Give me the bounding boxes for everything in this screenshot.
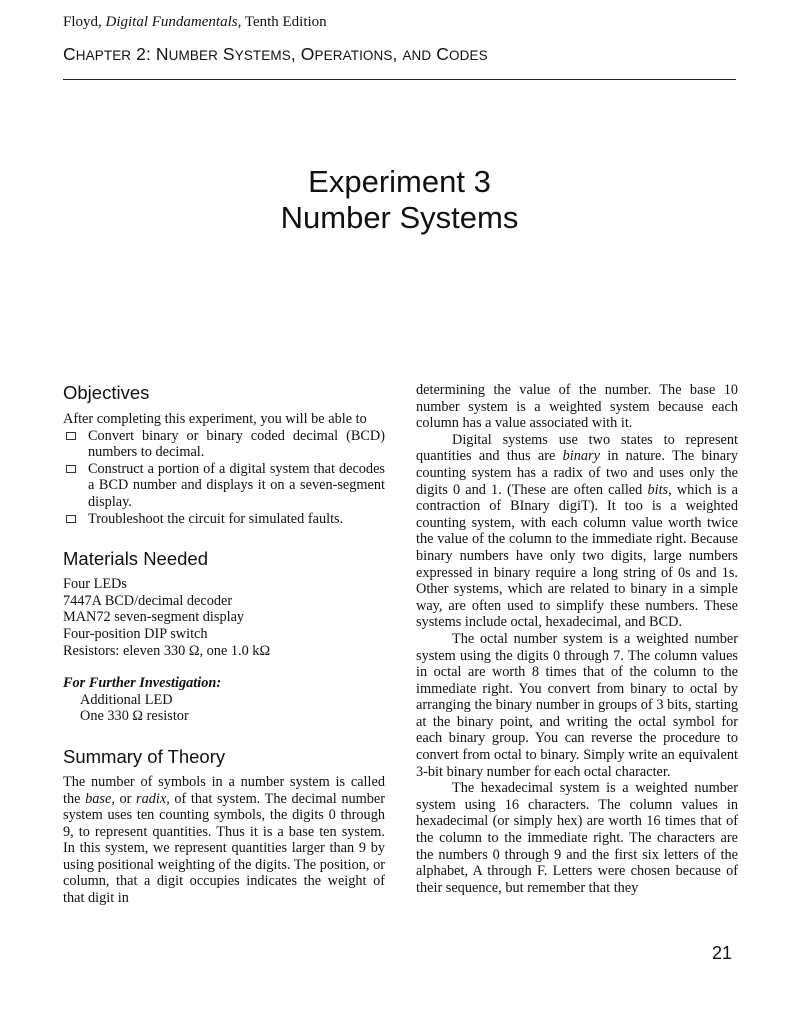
theory-paragraph-4: The hexadecimal system is a weighted number system using 16 characters. The column values in hexadecimal (or simply hex) are worth 16 times that of the column to the immediate right. The characters are the numbers 0 through 9 and the first six letters of the alphabet, A through F. Letters were chosen because of their sequence, but remember that they xyxy=(416,780,738,896)
objectives-list xyxy=(63,428,385,528)
edition: Tenth Edition xyxy=(244,14,327,30)
theory-paragraph-1: The number of symbols in a number system is called the base, or radix, of that system. The decimal number system uses ten counting symbols, the digits 0 through 9, to represent quantities. Thus it is a base ten system. In this system, we represent quantities larger than 9 by using positional weighting of the digits. The position, or column, that a digit occupies indicates the weight of that digit in xyxy=(63,773,385,907)
theory-paragraph-1-continued: determining the value of the number. The base 10 number system is a weighted system because each column has a value associated with it. xyxy=(416,382,738,432)
author: Floyd, xyxy=(63,14,102,30)
objective-item: Convert binary or binary coded decimal (BCD) numbers to decimal. xyxy=(63,428,385,461)
left-column xyxy=(63,382,385,907)
material-item: Four-position DIP switch xyxy=(63,625,208,642)
header-divider xyxy=(63,79,736,80)
material-item: MAN72 seven-segment display xyxy=(63,609,245,626)
right-column xyxy=(416,382,738,896)
further-investigation-heading: For Further Investigation: xyxy=(63,675,222,692)
objective-item: Construct a portion of a digital system that decodes a BCD number and displays it on a seven-segment display. xyxy=(63,461,385,511)
further-item: One 330 Ω resistor xyxy=(80,708,189,725)
material-item: Resistors: eleven 330 Ω, one 1.0 kΩ xyxy=(63,642,271,659)
page-number: 21 xyxy=(712,943,733,963)
experiment-number: Experiment 3 xyxy=(308,164,491,199)
material-item: 7447A BCD/decimal decoder xyxy=(63,592,233,609)
theory-paragraph-2: Digital systems use two states to represent quantities and thus are binary in nature. The binary counting system has a radix of two and uses only the digits 0 and 1. (These are often called bits, which is a contraction of BInary digiT). It too is a weighted counting system, with each column value worth twice the value of the column to the immediate right. Because binary numbers have only two digits, large numbers expressed in binary require a long string of 0s and 1s. Other systems, which are related to binary in a simple way, are often used to simplify these numbers. These systems include octal, hexadecimal, and BCD. xyxy=(416,431,738,631)
materials-heading: Materials Needed xyxy=(63,548,208,570)
book-title: Digital Fundamentals, xyxy=(105,14,242,30)
theory-paragraph-3: The octal number system is a weighted number system using the digits 0 through 7. The column values in octal are worth 8 times that of the column to the immediate right. You convert from binary to octal by arranging the binary number in groups of 3 bits, starting at the binary point, and writing the octal symbol for each binary group. You can reverse the procedure to convert from octal to binary. Simply write an equivalent 3-bit binary number for each octal character. xyxy=(416,630,738,780)
theory-heading: Summary of Theory xyxy=(63,745,226,767)
chapter-label: CHAPTER 2: xyxy=(63,44,151,64)
objectives-intro: After completing this experiment, you will be able to xyxy=(63,411,367,427)
objectives-heading: Objectives xyxy=(63,382,150,403)
objective-item: Troubleshoot the circuit for simulated faults. xyxy=(63,511,385,528)
further-investigation-list xyxy=(63,692,385,725)
chapter-head xyxy=(63,44,488,65)
further-item: Additional LED xyxy=(80,691,173,708)
chapter-title: NUMBER SYSTEMS, OPERATIONS, AND CODES xyxy=(155,44,488,64)
running-head xyxy=(63,14,327,31)
materials-list xyxy=(63,576,385,659)
experiment-title: Number Systems xyxy=(280,200,519,235)
material-item: Four LEDs xyxy=(63,576,127,593)
